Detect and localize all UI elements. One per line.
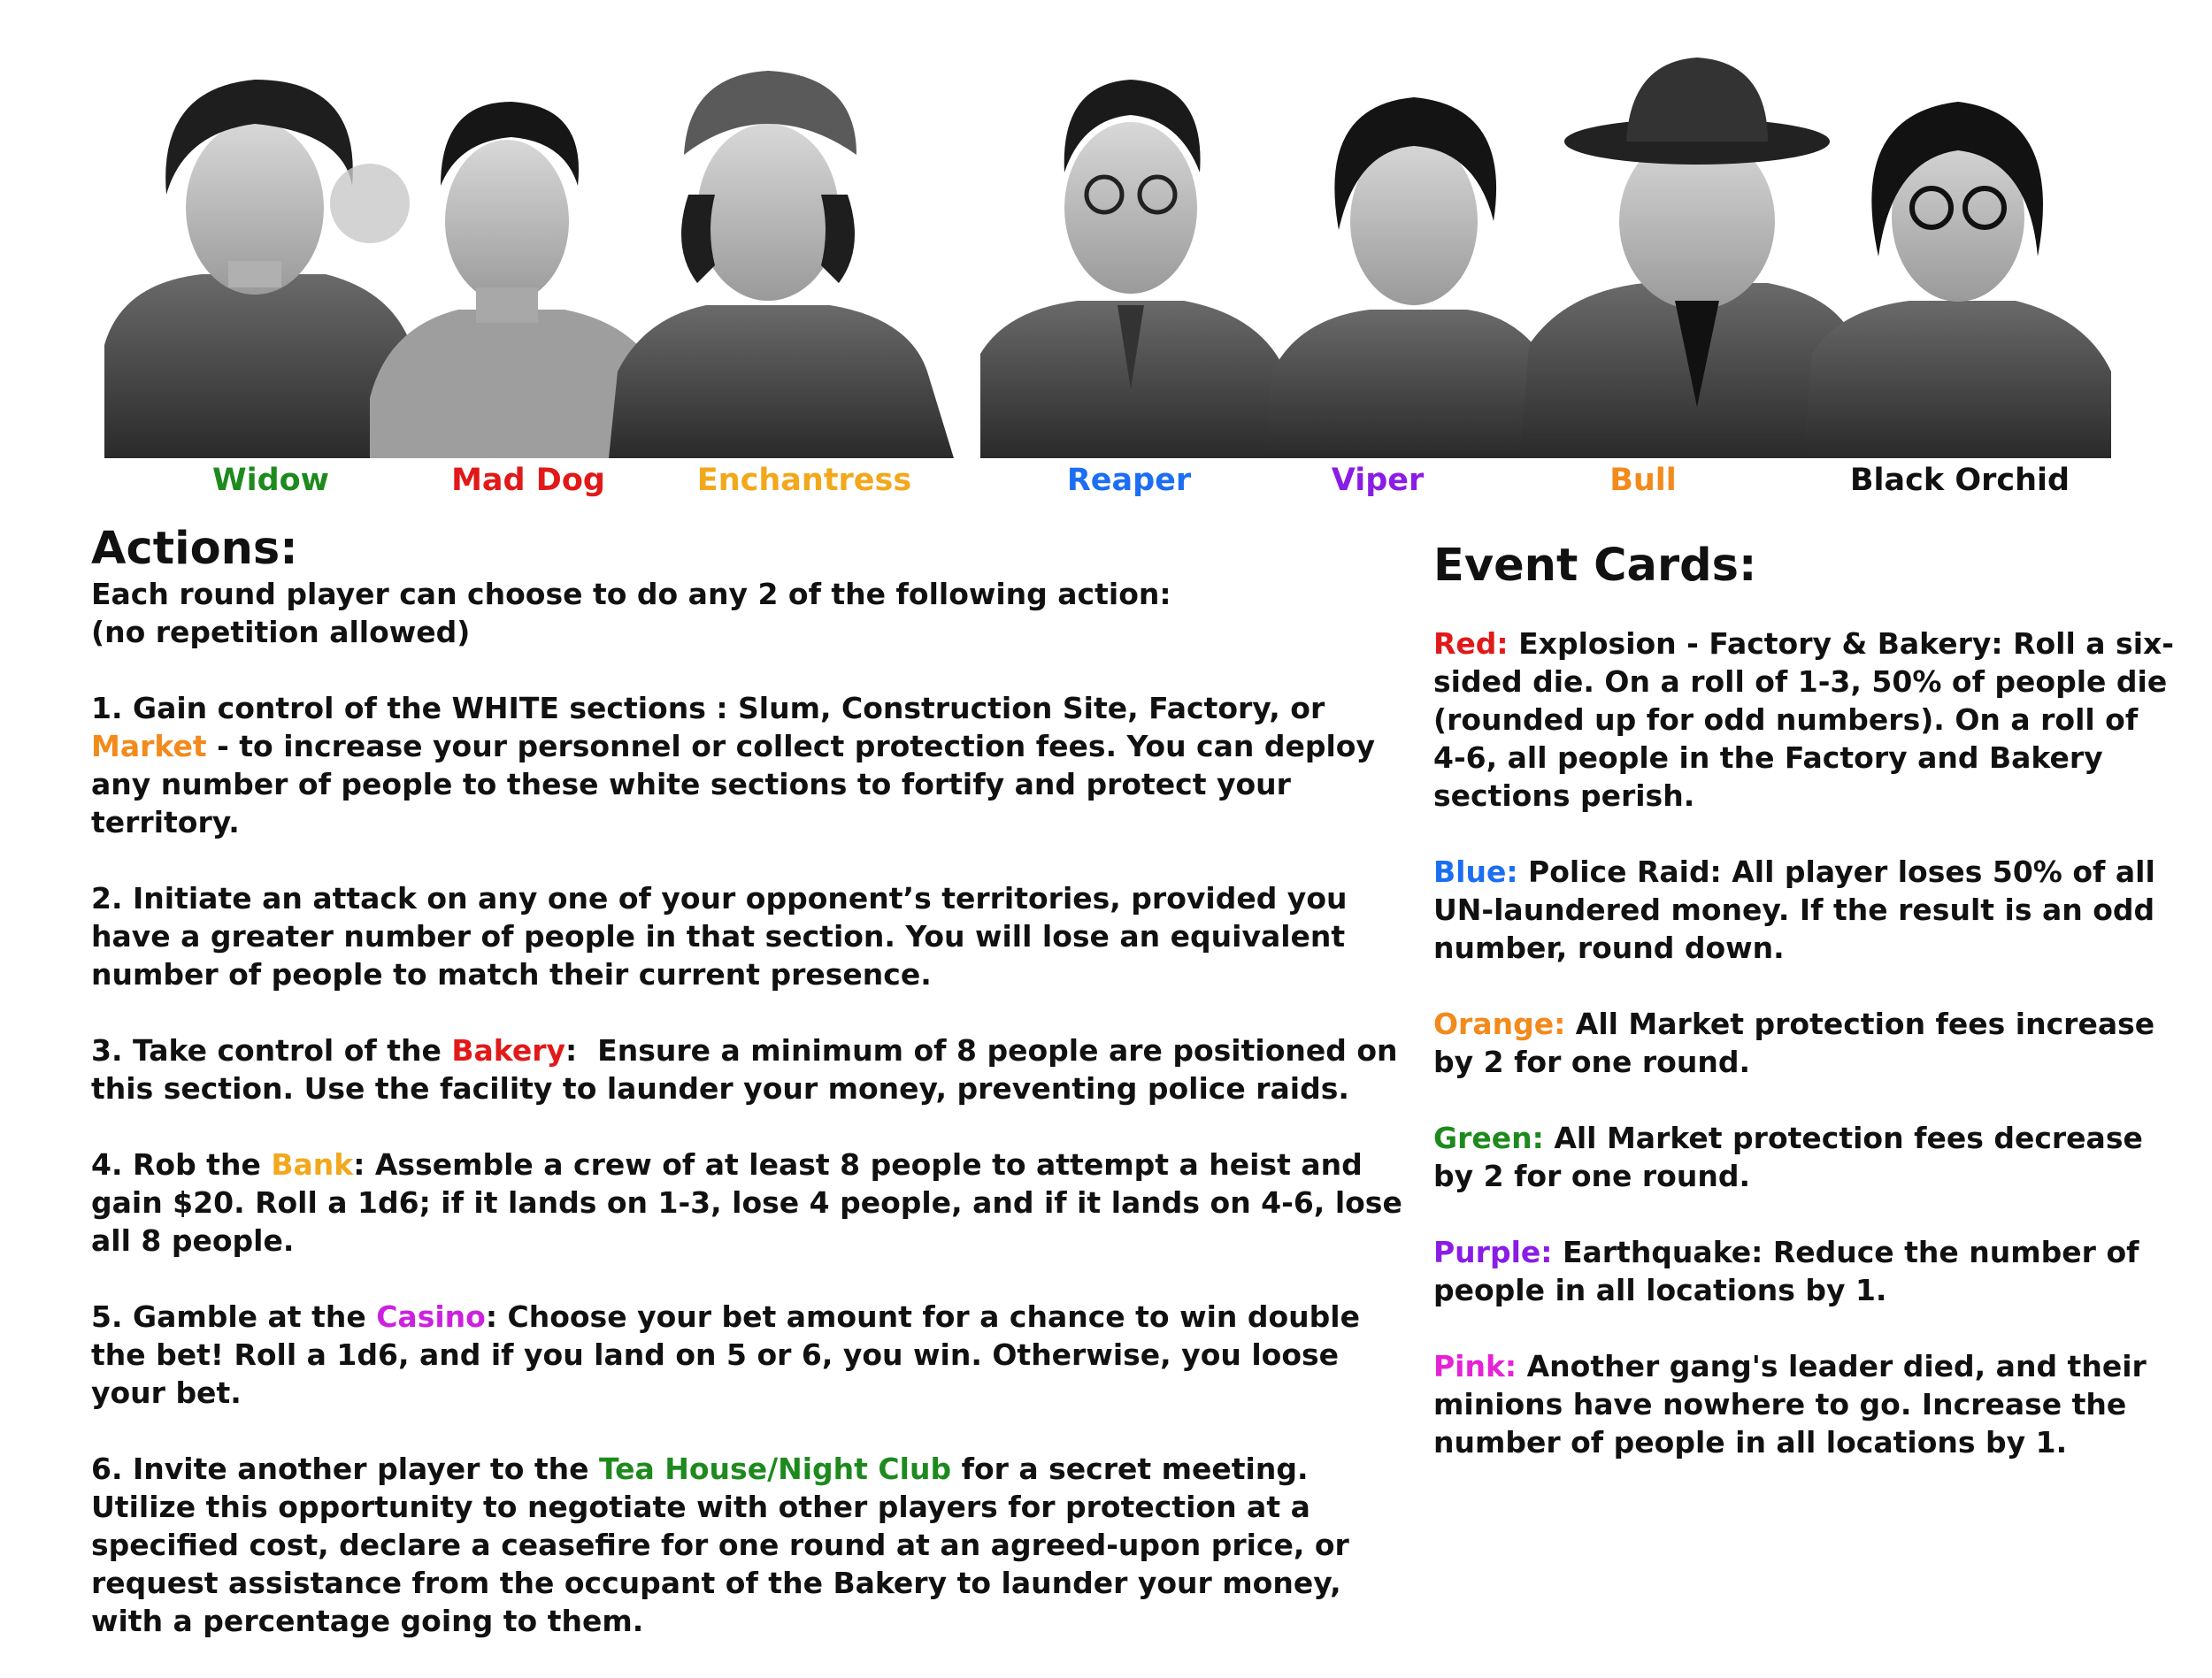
action-highlight-casino: Casino [376,1299,486,1334]
event-text: Earthquake: Reduce the number of people in all locations by 1. [1433,1235,2139,1307]
portrait-widow [104,80,414,458]
actions-intro-line2: (no repetition allowed) [91,615,471,649]
action-text: 1. Gain control of the WHITE sections : Slum, Construction Site, Factory, or [91,691,1325,725]
action-item-1 [91,689,1418,841]
event-card-orange [1433,1005,2177,1081]
action-text: : Ensure a minimum of 8 people are positioned on this section. Use the facility to launder your money, preventing police raids. [91,1033,1409,1106]
character-name-mad-dog: Mad Dog [451,463,605,498]
character-name-reaper: Reaper [1066,463,1192,498]
action-item-3 [91,1031,1418,1107]
action-text: 4. Rob the [91,1147,272,1182]
event-text: All Market protection fees decrease by 2 for one round. [1433,1121,2143,1193]
character-name-widow: Widow [211,463,330,498]
event-text: All Market protection fees increase by 2 for one round. [1433,1007,2155,1079]
portrait-enchantress [609,71,954,458]
action-text: - to increase your personnel or collect protection fees. You can deploy any number of people to these white sections to fortify and protect your territory. [91,729,1375,839]
action-text: 6. Invite another player to the [91,1452,599,1486]
portrait-black-orchid [1803,102,2111,458]
actions-title: Actions: [91,523,298,575]
action-text: : Choose your bet amount for a chance to win double the bet! Roll a 1d6, and if you land on 5 or 6, you win. Otherwise, you loose your bet. [91,1299,1360,1410]
action-text: for a secret meeting. Utilize this opportunity to negotiate with other players for protection at a specified cost, declare a ceasefire for one round at an agreed-upon price, or request assistance from the occupant of the Bakery to launder your money, with a percentage going to them. [91,1452,1349,1638]
event-label-green: Green: [1433,1121,1544,1155]
character-portrait-strip [104,53,2111,458]
event-card-green [1433,1119,2177,1195]
character-name-black-orchid: Black Orchid [1849,463,2070,498]
action-highlight-market: Market [91,729,207,763]
character-portraits [104,53,2111,458]
event-card-pink [1433,1347,2177,1461]
action-text: 5. Gamble at the [91,1299,377,1334]
action-text: 2. Initiate an attack on any one of your opponent’s territories, provided you have a greater number of people in that section. You will lose an equivalent number of people to match their current presence. [91,881,1348,992]
character-name-viper: Viper [1331,463,1425,498]
event-label-pink: Pink: [1433,1349,1517,1383]
portrait-viper [1263,97,1564,458]
action-highlight-bank: Bank [271,1147,354,1182]
action-highlight-bakery: Bakery [451,1033,565,1068]
action-text: 3. Take control of the [91,1033,452,1068]
event-card-blue [1433,853,2177,967]
event-cards-title: Event Cards: [1433,540,1757,592]
event-label-purple: Purple: [1433,1235,1553,1269]
action-item-6 [91,1450,1418,1640]
event-label-red: Red: [1433,626,1509,661]
actions-intro [91,575,1418,651]
character-name-enchantress: Enchantress [696,463,912,498]
event-label-blue: Blue: [1433,854,1518,889]
event-label-orange: Orange: [1433,1007,1566,1041]
action-text: : Assemble a crew of at least 8 people to attempt a heist and gain $20. Roll a 1d6; if it lands on 1-3, lose 4 people, and if it lands on 4-6, lose all 8 people. [91,1147,1402,1258]
event-text: Explosion - Factory & Bakery: Roll a six-sided die. On a roll of 1-3, 50% of people die (rounded up for odd numbers). On a roll of 4-6, all people in the Factory and Bakery sections perish. [1433,626,2174,813]
event-cards-section [1433,538,2177,1499]
character-name-bull: Bull [1609,463,1677,498]
event-text: Police Raid: All player loses 50% of all UN-laundered money. If the result is an odd number, round down. [1433,854,2155,965]
event-card-red [1433,624,2177,815]
action-item-2 [91,879,1418,993]
actions-intro-line1: Each round player can choose to do any 2 of the following action: [91,577,1171,611]
actions-section [91,524,1418,1678]
event-card-purple [1433,1233,2177,1309]
action-highlight-tea-house: Tea House/Night Club [599,1452,952,1486]
event-text: Another gang's leader died, and their minions have nowhere to go. Increase the number of people in all locations by 1. [1433,1349,2147,1460]
action-item-4 [91,1145,1418,1260]
portrait-bull [1520,57,1856,458]
portrait-reaper [980,80,1281,458]
action-item-5 [91,1298,1418,1412]
